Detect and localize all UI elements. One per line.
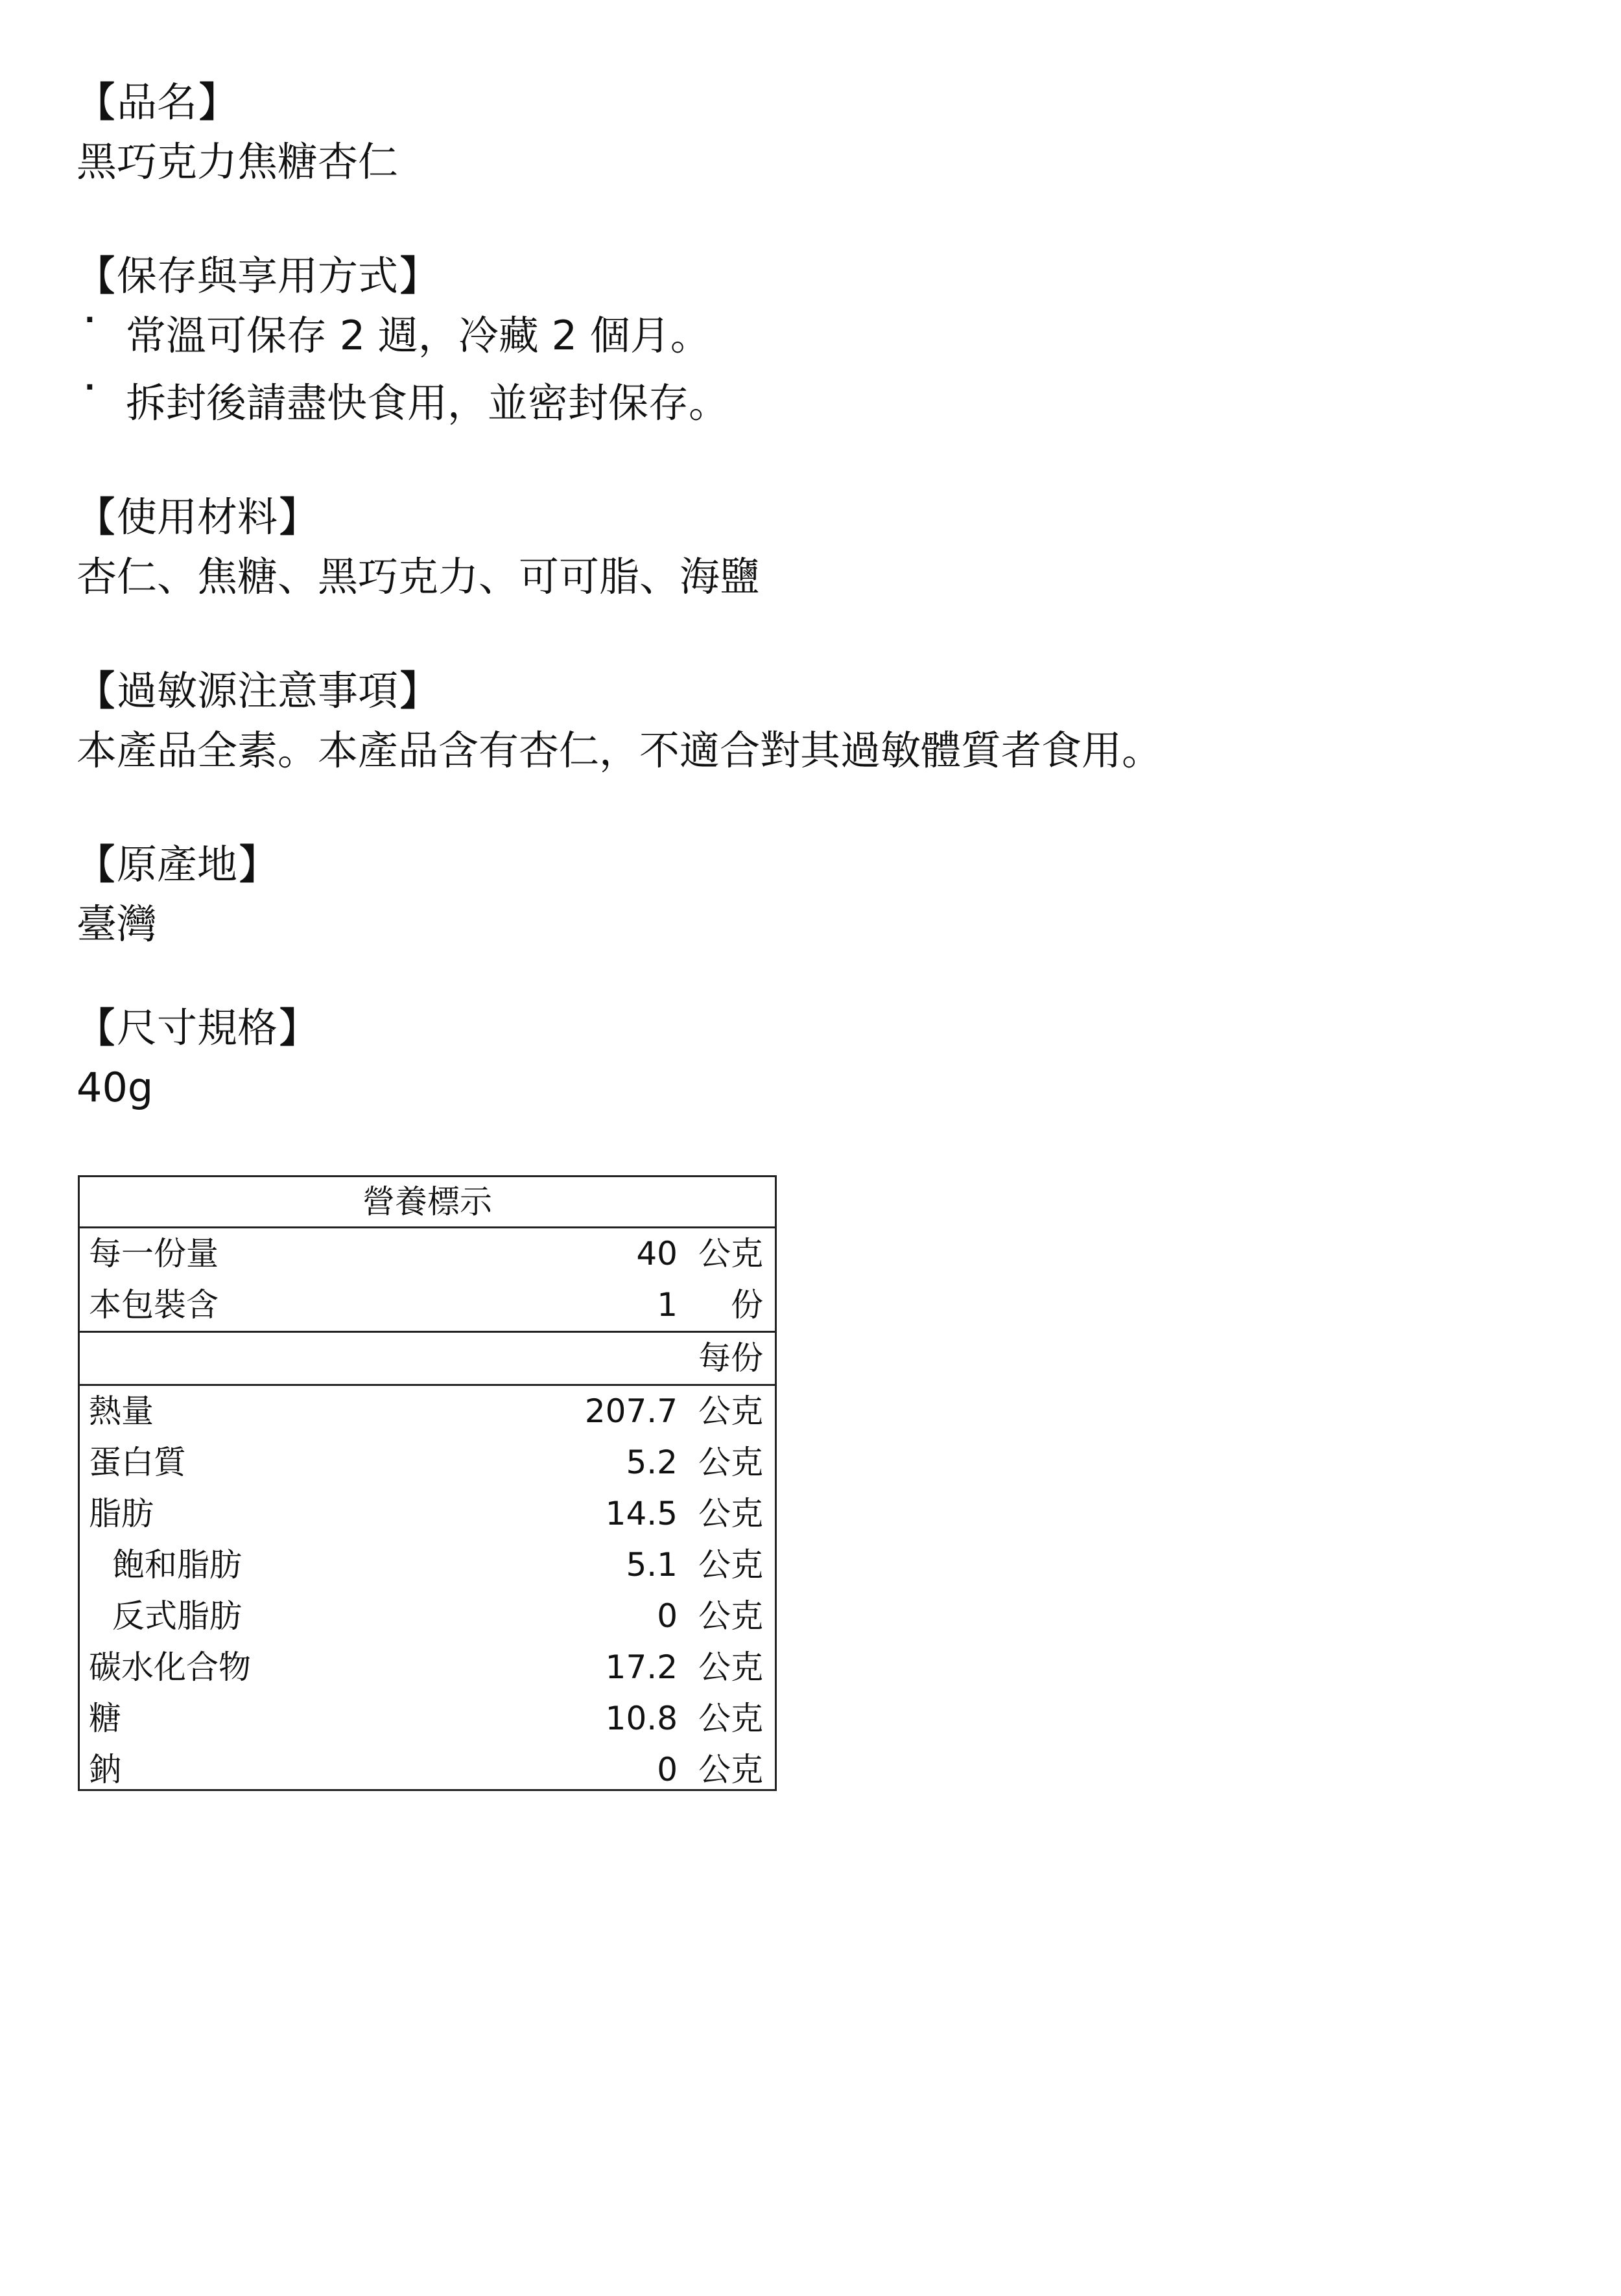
table-row bbox=[80, 1540, 775, 1591]
bracket-open: 【 bbox=[78, 78, 115, 126]
section-size bbox=[77, 1002, 318, 1121]
table-row bbox=[80, 1693, 775, 1744]
storage-bullet bbox=[77, 302, 729, 369]
row-value: 14.5 bbox=[605, 1495, 678, 1532]
bracket-open: 【 bbox=[78, 493, 115, 541]
section-heading bbox=[77, 76, 398, 128]
row-value: 5.2 bbox=[626, 1444, 678, 1481]
table-row bbox=[80, 1228, 775, 1280]
bracket-open: 【 bbox=[78, 667, 115, 714]
heading-text: 原產地 bbox=[117, 841, 238, 888]
origin-value: 臺灣 bbox=[77, 900, 158, 948]
row-label: 本包裝含 bbox=[89, 1286, 219, 1324]
bracket-open: 【 bbox=[78, 841, 115, 888]
heading-text: 過敏源注意事項 bbox=[117, 667, 399, 714]
table-row bbox=[80, 1642, 775, 1693]
section-heading bbox=[77, 839, 278, 891]
row-unit: 公克 bbox=[698, 1235, 763, 1272]
bracket-close: 】 bbox=[239, 841, 276, 888]
table-row bbox=[80, 1744, 775, 1796]
row-unit: 公克 bbox=[698, 1444, 763, 1481]
size-value: 40g bbox=[77, 1064, 154, 1111]
bracket-close: 】 bbox=[279, 1004, 316, 1051]
row-unit: 公克 bbox=[698, 1597, 763, 1635]
bracket-open: 【 bbox=[78, 1004, 115, 1051]
heading-text: 使用材料 bbox=[117, 493, 278, 541]
row-unit: 公克 bbox=[698, 1392, 763, 1430]
bracket-close: 】 bbox=[400, 667, 436, 714]
bullet-icon: · bbox=[84, 371, 95, 404]
section-allergen bbox=[77, 665, 1162, 784]
bracket-close: 】 bbox=[279, 493, 316, 541]
bullet-text: 常溫可保存 2 週，冷藏 2 個月。 bbox=[126, 312, 711, 359]
table-row bbox=[80, 1591, 775, 1642]
product-name: 黑巧克力焦糖杏仁 bbox=[77, 138, 399, 185]
heading-text: 保存與享用方式 bbox=[117, 252, 399, 299]
nutrition-table bbox=[78, 1175, 777, 1791]
row-label: 每一份量 bbox=[89, 1235, 219, 1272]
row-value: 0 bbox=[657, 1597, 678, 1635]
row-unit: 公克 bbox=[698, 1495, 763, 1532]
bracket-close: 】 bbox=[400, 252, 436, 299]
section-ingredients bbox=[77, 491, 760, 611]
nutrient-rows bbox=[80, 1386, 775, 1796]
row-label: 反式脂肪 bbox=[112, 1597, 242, 1635]
bullet-icon: · bbox=[84, 303, 95, 336]
per-serving-header: 每份 bbox=[80, 1333, 775, 1386]
row-value: 5.1 bbox=[626, 1546, 678, 1584]
heading-text: 尺寸規格 bbox=[117, 1004, 278, 1051]
section-heading bbox=[77, 1002, 318, 1054]
row-unit: 公克 bbox=[698, 1751, 763, 1788]
section-heading bbox=[77, 665, 1162, 717]
row-label: 鈉 bbox=[89, 1751, 121, 1788]
bracket-open: 【 bbox=[78, 252, 115, 299]
nutrition-title: 營養標示 bbox=[80, 1177, 775, 1228]
section-product-name bbox=[77, 76, 398, 196]
row-label: 熱量 bbox=[89, 1392, 154, 1430]
section-origin bbox=[77, 839, 278, 958]
row-value: 17.2 bbox=[605, 1648, 678, 1686]
storage-bullet bbox=[77, 369, 729, 437]
table-row bbox=[80, 1437, 775, 1488]
row-unit: 公克 bbox=[698, 1546, 763, 1584]
row-label: 糖 bbox=[89, 1700, 121, 1737]
allergen-note: 本產品全素。本產品含有杏仁，不適合對其過敏體質者食用。 bbox=[77, 727, 1163, 774]
row-label: 蛋白質 bbox=[89, 1444, 186, 1481]
row-unit: 公克 bbox=[698, 1700, 763, 1737]
bullet-text: 拆封後請盡快食用，並密封保存。 bbox=[126, 379, 729, 427]
row-label: 碳水化合物 bbox=[89, 1648, 251, 1686]
row-label: 飽和脂肪 bbox=[112, 1546, 242, 1584]
table-row bbox=[80, 1488, 775, 1540]
section-heading bbox=[77, 250, 729, 302]
bracket-close: 】 bbox=[199, 78, 235, 126]
row-unit: 份 bbox=[731, 1286, 763, 1324]
section-storage bbox=[77, 250, 729, 437]
serving-info bbox=[80, 1228, 775, 1333]
row-value: 1 bbox=[657, 1286, 678, 1324]
row-value: 40 bbox=[636, 1235, 678, 1272]
row-unit: 公克 bbox=[698, 1648, 763, 1686]
ingredients-list: 杏仁、焦糖、黑巧克力、可可脂、海鹽 bbox=[77, 553, 761, 600]
table-row bbox=[80, 1280, 775, 1331]
row-value: 207.7 bbox=[584, 1392, 678, 1430]
table-row bbox=[80, 1386, 775, 1437]
row-value: 0 bbox=[657, 1751, 678, 1788]
heading-text: 品名 bbox=[117, 78, 198, 126]
row-value: 10.8 bbox=[605, 1700, 678, 1737]
row-label: 脂肪 bbox=[89, 1495, 154, 1532]
section-heading bbox=[77, 491, 760, 543]
